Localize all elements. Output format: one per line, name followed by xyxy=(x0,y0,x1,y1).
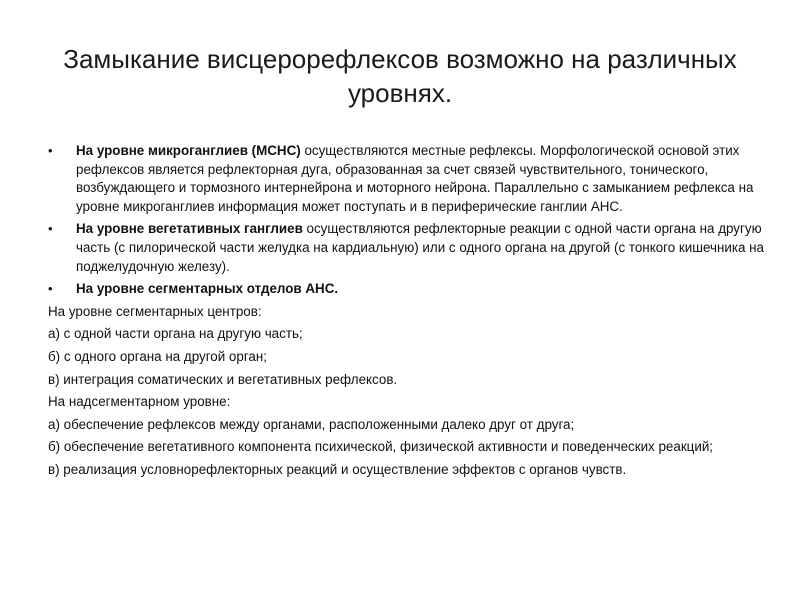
bullet-item-microganglia xyxy=(48,142,768,216)
suprasegmental-heading: На надсегментарном уровне: xyxy=(48,394,231,410)
bullet-icon: • xyxy=(48,281,53,297)
bullet-lead: На уровне вегетативных ганглиев xyxy=(76,221,303,237)
segmental-item-b: б) с одного органа на другой орган; xyxy=(48,348,267,364)
slide-title: Замыкание висцерорефлексов возможно на различных уровнях. xyxy=(63,44,737,108)
bullet-item-segmental xyxy=(48,280,768,299)
bullet-text: осуществляются рефлекторные реакции с одной части органа на другую часть (с пилорической части желудка на кардиальную) или с одного органа на другой (с тонкого кишечника на поджелудочную железу). xyxy=(76,221,765,274)
bullet-list xyxy=(48,142,768,299)
bullet-text: осуществляются местные рефлексы. Морфологической основой этих рефлексов является рефлекторная дуга, образованная за счет связей чувствительного, тонического, возбуждающего и тормозного интернейрона и моторного нейрона. Параллельно с замыканием рефлекса на уровне микроганглиев информация может поступать и в периферические ганглии АНС. xyxy=(76,143,754,214)
segmental-item-a: а) с одной части органа на другую часть; xyxy=(48,326,303,342)
segmental-centers-heading: На уровне сегментарных центров: xyxy=(48,303,262,319)
slide-body xyxy=(48,142,768,484)
bullet-lead: На уровне сегментарных отделов АНС. xyxy=(76,281,339,297)
bullet-lead: На уровне микроганглиев (МСНС) xyxy=(76,143,301,158)
bullet-icon: • xyxy=(48,143,53,158)
segmental-item-c: в) интеграция соматических и вегетативных рефлексов. xyxy=(48,371,398,387)
suprasegmental-item-b: б) обеспечение вегетативного компонента психической, физической активности и поведенческих реакций; xyxy=(48,439,714,455)
bullet-item-vegetative-ganglia xyxy=(48,220,768,276)
bullet-icon: • xyxy=(48,221,53,237)
suprasegmental-item-a: а) обеспечение рефлексов между органами, расположенными далеко друг от друга; xyxy=(48,416,575,432)
suprasegmental-item-c: в) реализация условнорефлекторных реакций и осуществление эффектов с органов чувств. xyxy=(48,461,627,477)
